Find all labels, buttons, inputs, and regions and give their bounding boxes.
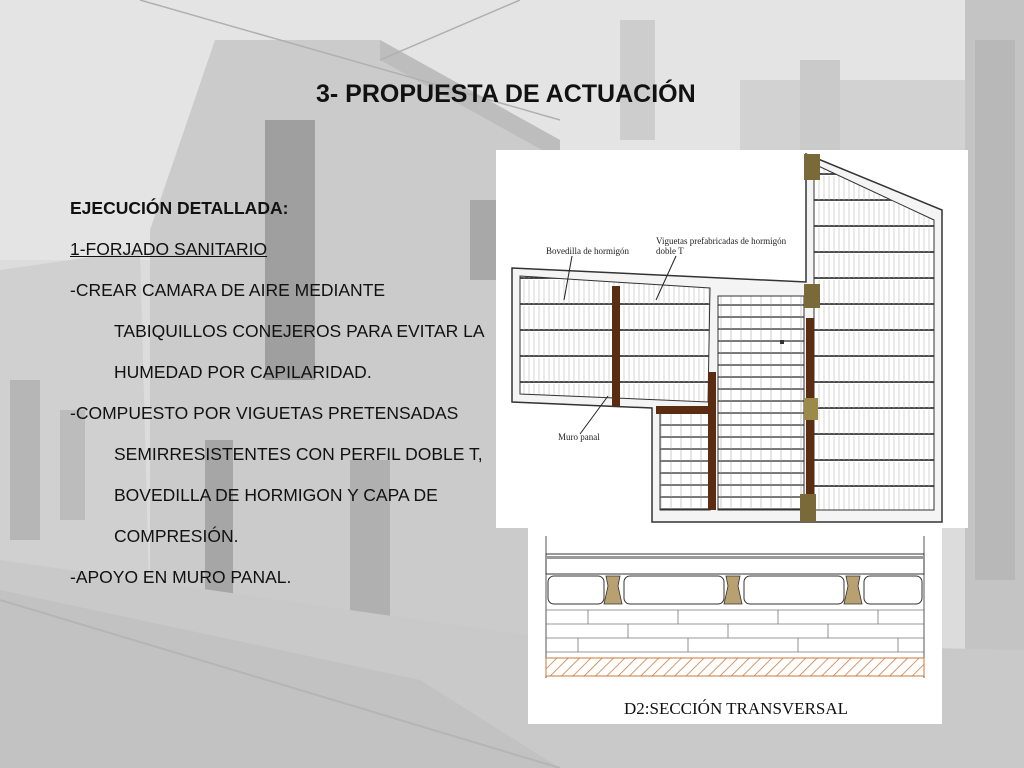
- label-bovedilla: Bovedilla de hormigón: [546, 246, 629, 256]
- label-viguetas-line-1: Viguetas prefabricadas de hormigón: [656, 236, 787, 246]
- cross-section-drawing: [528, 528, 942, 724]
- bullet-1-line-1: -CREAR CAMARA DE AIRE MEDIANTE: [70, 280, 386, 300]
- bullet-2-line-4: COMPRESIÓN.: [114, 526, 239, 546]
- bullet-2-line-3: BOVEDILLA DE HORMIGON Y CAPA DE: [114, 485, 438, 505]
- slide-title: 3- PROPUESTA DE ACTUACIÓN: [316, 80, 696, 108]
- label-viguetas-line-2: doble T: [656, 246, 684, 256]
- section-caption: D2:SECCIÓN TRANSVERSAL: [624, 699, 849, 718]
- bullet-1-line-2: TABIQUILLOS CONEJEROS PARA EVITAR LA: [114, 321, 485, 341]
- bullet-2-line-1: -COMPUESTO POR VIGUETAS PRETENSADAS: [70, 403, 459, 423]
- bullet-1-line-3: HUMEDAD POR CAPILARIDAD.: [114, 362, 372, 382]
- body-text: [70, 188, 510, 598]
- label-muro-panal: Muro panal: [558, 432, 600, 442]
- bullet-2-line-2: SEMIRRESISTENTES CON PERFIL DOBLE T,: [114, 444, 483, 464]
- floor-plan-drawing: [496, 150, 968, 528]
- subheading: 1-FORJADO SANITARIO: [70, 239, 268, 259]
- section-heading: EJECUCIÓN DETALLADA:: [70, 198, 289, 218]
- bullet-3-line-1: -APOYO EN MURO PANAL.: [70, 567, 292, 587]
